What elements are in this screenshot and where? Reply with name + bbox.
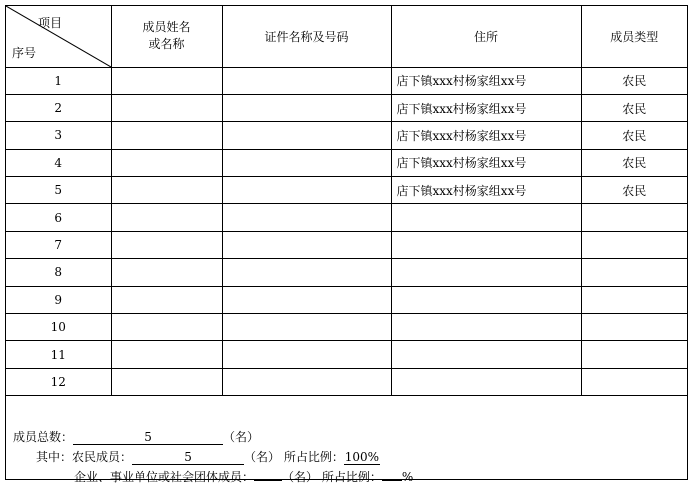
row-number-cell: 6	[6, 204, 111, 231]
summary-total-line	[13, 428, 259, 445]
table-row	[6, 341, 687, 368]
table-row	[6, 314, 687, 341]
member-type-cell: 农民	[581, 177, 687, 204]
address-cell	[391, 204, 581, 231]
member-type-cell: 农民	[581, 122, 687, 149]
address-cell	[391, 368, 581, 395]
org-ratio-field	[382, 467, 402, 481]
member-name-cell	[111, 94, 222, 121]
farmer-label: 其中：农民成员：	[36, 450, 133, 464]
address-cell: 店下镇xxx村杨家组xx号	[391, 177, 581, 204]
header-member-name	[111, 6, 222, 67]
row-number-cell: 10	[6, 314, 111, 341]
table-row	[6, 259, 687, 286]
member-type-cell	[581, 314, 687, 341]
header-address: 住所	[391, 6, 581, 67]
row-number-cell: 1	[6, 67, 111, 94]
row-number-cell: 5	[6, 177, 111, 204]
member-roster-form	[5, 5, 688, 484]
member-name-cell	[111, 314, 222, 341]
member-type-cell: 农民	[581, 94, 687, 121]
member-name-cell	[111, 341, 222, 368]
row-number-cell: 3	[6, 122, 111, 149]
org-label: 企业、事业单位或社会团体成员：	[74, 470, 255, 484]
table-row	[6, 149, 687, 176]
table-row	[6, 204, 687, 231]
header-member-type: 成员类型	[581, 6, 687, 67]
row-number-cell: 12	[6, 368, 111, 395]
summary-farmer-line	[36, 448, 380, 465]
total-value-field: 5	[73, 431, 223, 445]
member-name-cell	[111, 204, 222, 231]
member-name-cell	[111, 67, 222, 94]
member-type-cell: 农民	[581, 67, 687, 94]
member-name-cell	[111, 149, 222, 176]
member-name-cell	[111, 259, 222, 286]
id-doc-cell	[222, 122, 391, 149]
row-number-cell: 11	[6, 341, 111, 368]
table-row	[6, 177, 687, 204]
id-doc-cell	[222, 177, 391, 204]
address-cell	[391, 341, 581, 368]
member-type-cell: 农民	[581, 149, 687, 176]
row-number-cell: 7	[6, 231, 111, 258]
farmer-unit: （名）	[244, 450, 281, 464]
id-doc-cell	[222, 259, 391, 286]
farmer-ratio-field: 100%	[344, 450, 380, 464]
id-doc-cell	[222, 231, 391, 258]
total-label: 成员总数：	[13, 430, 74, 444]
member-type-cell	[581, 231, 687, 258]
table-row	[6, 231, 687, 258]
org-unit: （名）	[282, 470, 319, 484]
address-cell	[391, 231, 581, 258]
table-row	[6, 94, 687, 121]
farmer-ratio-label: 所占比例：	[283, 450, 344, 464]
member-name-cell	[111, 286, 222, 313]
table-row	[6, 286, 687, 313]
address-cell: 店下镇xxx村杨家组xx号	[391, 67, 581, 94]
address-cell: 店下镇xxx村杨家组xx号	[391, 149, 581, 176]
row-number-cell: 4	[6, 149, 111, 176]
address-cell	[391, 314, 581, 341]
address-cell	[391, 286, 581, 313]
member-type-cell	[581, 341, 687, 368]
member-name-cell	[111, 122, 222, 149]
id-doc-cell	[222, 368, 391, 395]
member-type-cell	[581, 368, 687, 395]
id-doc-cell	[222, 67, 391, 94]
total-unit: （名）	[223, 430, 260, 444]
member-name-cell	[111, 368, 222, 395]
address-cell: 店下镇xxx村杨家组xx号	[391, 122, 581, 149]
table-row	[6, 67, 687, 94]
org-value-field	[254, 467, 282, 481]
address-cell: 店下镇xxx村杨家组xx号	[391, 94, 581, 121]
member-type-cell	[581, 259, 687, 286]
org-ratio-suffix: %	[401, 470, 414, 484]
id-doc-cell	[222, 204, 391, 231]
summary-org-line	[74, 467, 413, 485]
header-id-doc: 证件名称及号码	[222, 6, 391, 67]
table-row	[6, 122, 687, 149]
header-member-name-line2: 或名称	[148, 37, 185, 52]
row-number-cell: 9	[6, 286, 111, 313]
id-doc-cell	[222, 94, 391, 121]
id-doc-cell	[222, 341, 391, 368]
member-name-cell	[111, 177, 222, 204]
row-number-cell: 8	[6, 259, 111, 286]
table-row	[6, 368, 687, 395]
id-doc-cell	[222, 314, 391, 341]
org-ratio-label: 所占比例：	[321, 470, 382, 484]
id-doc-cell	[222, 149, 391, 176]
header-row	[6, 6, 687, 67]
table-body	[6, 67, 687, 396]
corner-label-number: 序号	[12, 45, 37, 60]
corner-label-item: 项目	[38, 16, 63, 30]
header-member-name-line1: 成员姓名	[142, 20, 191, 35]
row-number-cell: 2	[6, 94, 111, 121]
member-name-cell	[111, 231, 222, 258]
address-cell	[391, 259, 581, 286]
member-type-cell	[581, 204, 687, 231]
farmer-value-field: 5	[132, 451, 244, 465]
corner-header-cell	[6, 6, 111, 67]
id-doc-cell	[222, 286, 391, 313]
member-table	[6, 6, 687, 396]
member-type-cell	[581, 286, 687, 313]
